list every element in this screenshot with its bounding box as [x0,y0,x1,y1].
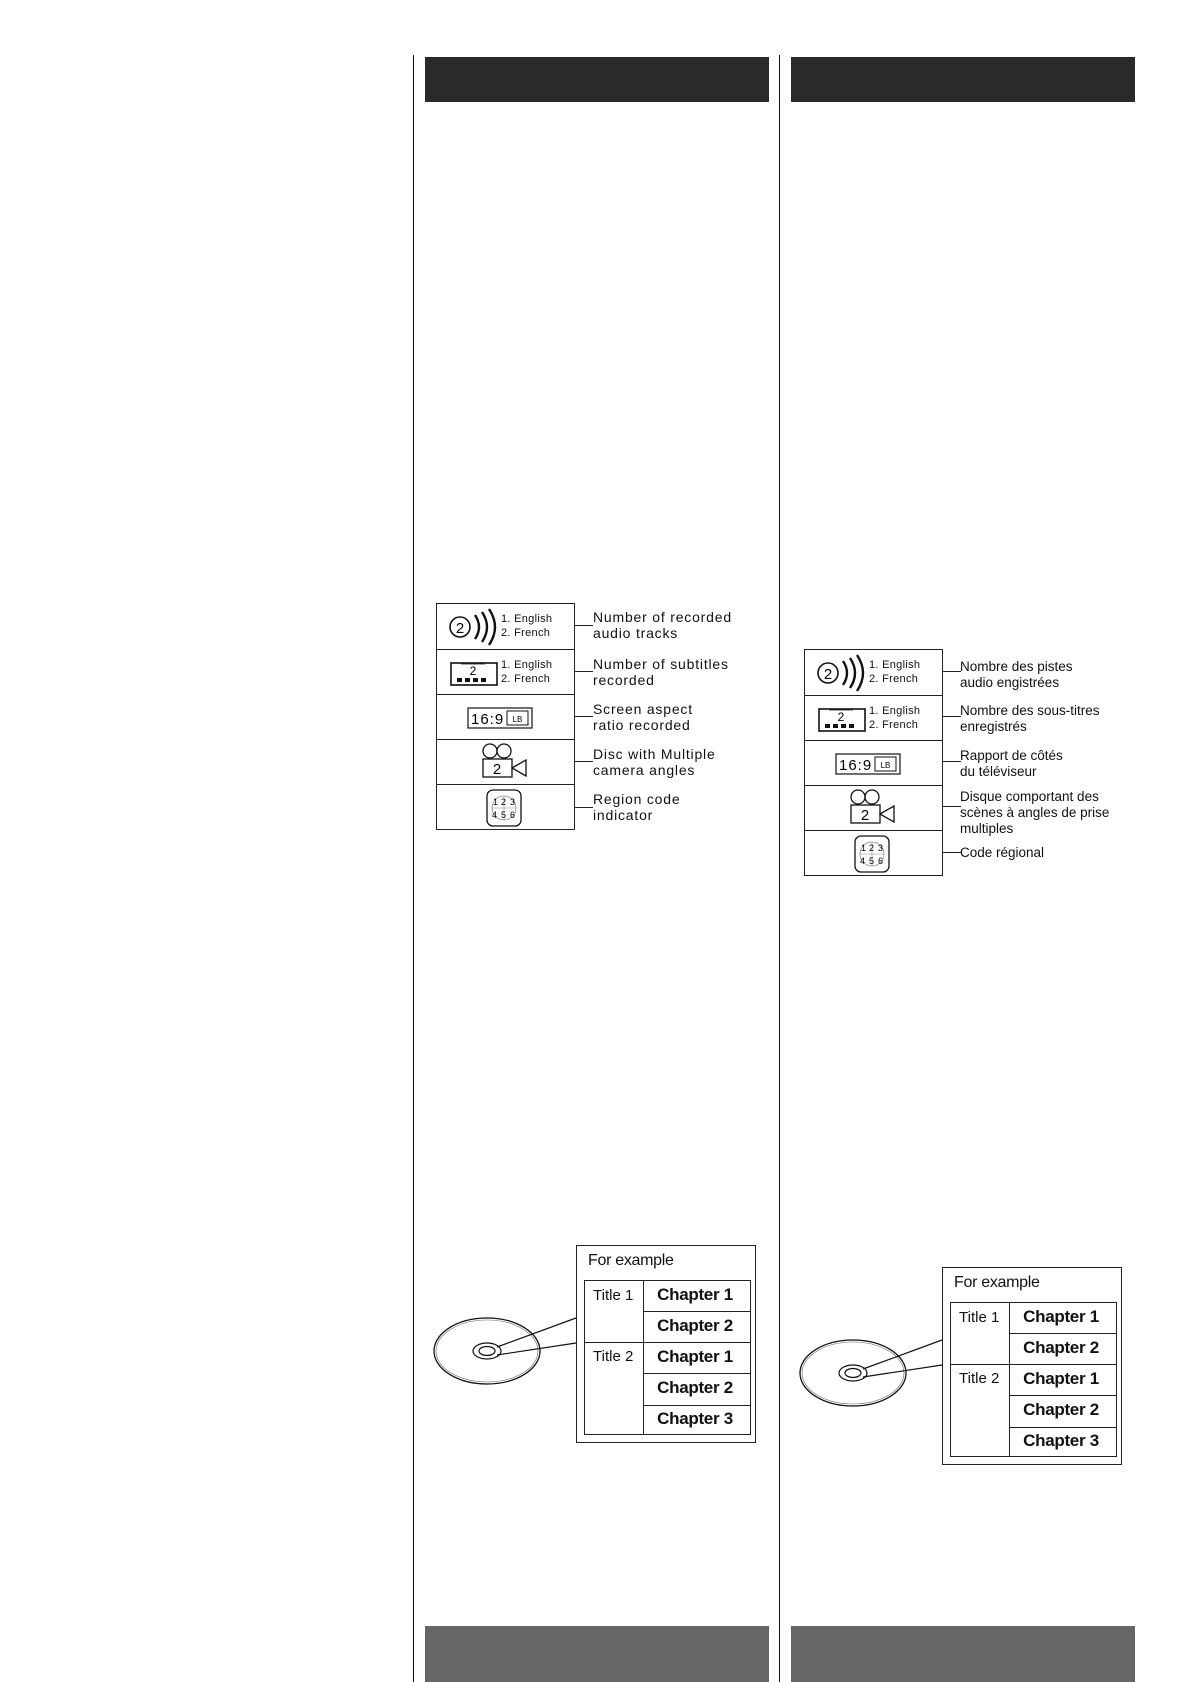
column-divider-right [779,55,780,1682]
aspect-ratio-label: Rapport de côtés du téléviseur [960,748,1063,779]
title-1-label: Title 1 [959,1309,1000,1326]
row-divider [585,1342,751,1343]
audio-tracks-icon [445,605,509,649]
leader-line [575,716,593,717]
svg-text:2: 2 [869,843,875,853]
chapter-cell: Chapter 1 [643,1342,746,1373]
french-header-bar [791,57,1135,102]
leader-line [943,852,961,853]
language-item: 2. French [501,673,551,685]
french-disc-diagram [798,1267,1128,1467]
subtitle-language-list [501,658,552,686]
region-code-icon [486,788,526,832]
svg-text:1: 1 [861,843,867,853]
english-disc-diagram [432,1245,762,1445]
audio-tracks-row [437,604,574,649]
example-box [576,1245,756,1443]
language-item: 2. French [869,673,919,685]
subtitles-label: Number of subtitles recorded [593,656,729,688]
title-chapter-table [584,1280,751,1435]
french-icon-table [804,649,943,876]
language-item: 1. English [501,613,553,625]
language-item: 1. English [869,705,921,717]
aspect-ratio-row [805,740,942,785]
svg-text:2: 2 [455,620,465,637]
language-item: 2. French [501,627,551,639]
title-2-label: Title 2 [959,1370,1000,1387]
chapter-cell: Chapter 3 [643,1405,746,1435]
svg-text:2: 2 [492,761,502,778]
region-code-row [805,830,942,875]
svg-text:2: 2 [469,664,477,678]
svg-text:LB: LB [880,761,891,770]
leader-line [575,807,593,808]
example-box [942,1267,1122,1465]
subtitles-row [437,649,574,694]
region-code-label: Region code indicator [593,791,681,823]
title-chapter-table [950,1302,1117,1457]
svg-text:16:9: 16:9 [839,757,873,774]
camera-angle-row [805,785,942,830]
svg-text:2: 2 [823,666,833,683]
row-divider [643,1311,751,1312]
leader-line [575,625,593,626]
region-code-row [437,784,574,829]
row-divider [951,1364,1117,1365]
svg-text:5: 5 [501,810,507,820]
row-divider [1009,1333,1117,1334]
svg-text:2: 2 [501,797,507,807]
svg-text:1: 1 [493,797,499,807]
aspect-ratio-icon [835,742,915,786]
leader-line [943,716,961,717]
audio-tracks-label: Nombre des pistes audio engistrées [960,659,1073,690]
leader-line [943,806,961,807]
title-1-label: Title 1 [593,1287,634,1304]
chapter-cell: Chapter 3 [1009,1427,1112,1457]
row-divider [643,1373,751,1374]
chapter-cell: Chapter 1 [1009,1303,1112,1333]
leader-line [575,761,593,762]
language-item: 2. French [869,719,919,731]
example-caption: For example [588,1252,674,1269]
svg-text:6: 6 [510,810,516,820]
camera-angle-row [437,739,574,784]
chapter-cell: Chapter 1 [643,1281,746,1311]
svg-text:6: 6 [878,856,884,866]
aspect-ratio-row [437,694,574,739]
aspect-ratio-label: Screen aspect ratio recorded [593,701,693,733]
svg-text:2: 2 [837,710,845,724]
english-footer-bar [425,1626,769,1682]
chapter-cell: Chapter 2 [1009,1333,1112,1364]
aspect-ratio-icon [467,696,547,740]
leader-line [575,671,593,672]
french-footer-bar [791,1626,1135,1682]
region-code-icon [854,834,894,878]
svg-text:LB: LB [512,715,523,724]
svg-text:3: 3 [510,797,516,807]
camera-angle-label: Disque comportant des scènes à angles de prise multiples [960,789,1110,836]
column-divider-left [413,55,414,1682]
english-header-bar [425,57,769,102]
svg-text:16:9: 16:9 [471,711,505,728]
title-2-label: Title 2 [593,1348,634,1365]
row-divider [1009,1427,1117,1428]
example-caption: For example [954,1274,1040,1291]
subtitles-label: Nombre des sous-titres enregistrés [960,703,1100,734]
english-icon-table [436,603,575,830]
audio-tracks-label: Number of recorded audio tracks [593,609,732,641]
region-code-label: Code régional [960,845,1045,860]
camera-angle-icon [849,787,909,831]
subtitle-language-list [869,704,920,732]
leader-line [943,761,961,762]
camera-angle-icon [481,741,541,785]
row-divider [643,1405,751,1406]
svg-text:4: 4 [860,856,866,866]
svg-text:5: 5 [869,856,875,866]
subtitles-row [805,695,942,740]
chapter-cell: Chapter 2 [643,1373,746,1405]
svg-text:2: 2 [860,807,870,824]
leader-line [943,671,961,672]
audio-tracks-row [805,650,942,695]
language-item: 1. English [501,659,553,671]
svg-text:4: 4 [492,810,498,820]
svg-text:3: 3 [878,843,884,853]
chapter-cell: Chapter 2 [1009,1395,1112,1427]
audio-language-list [501,612,552,640]
language-item: 1. English [869,659,921,671]
audio-language-list [869,658,920,686]
chapter-cell: Chapter 2 [643,1311,746,1342]
chapter-cell: Chapter 1 [1009,1364,1112,1395]
row-divider [1009,1395,1117,1396]
audio-tracks-icon [813,651,877,695]
camera-angle-label: Disc with Multiple camera angles [593,746,716,778]
